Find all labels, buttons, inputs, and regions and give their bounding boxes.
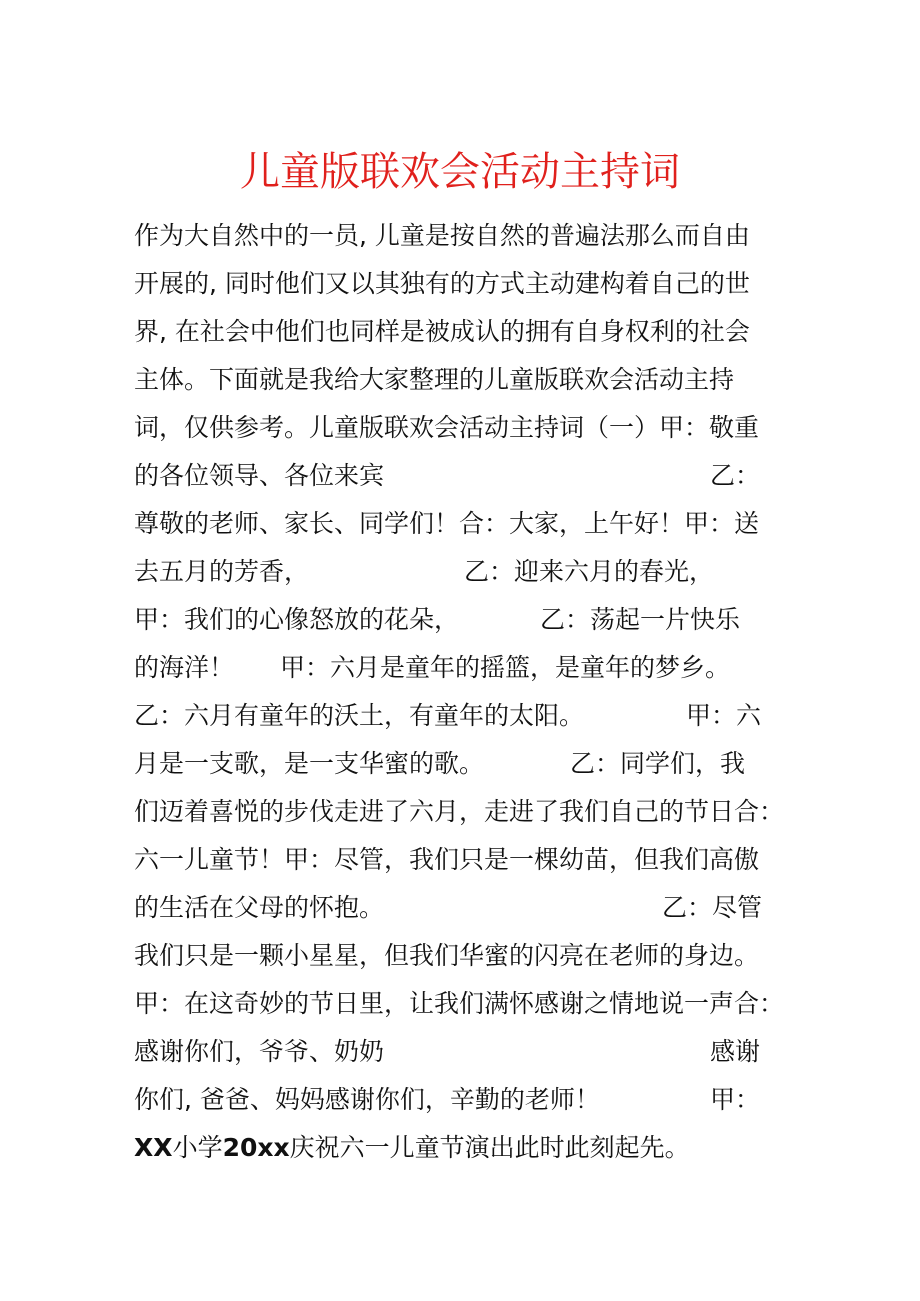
text-line [134,596,814,644]
text-segment: 乙： [710,461,761,490]
text-line [134,692,814,740]
text-segment: 甲：在这奇妙的节日里，让我们满怀感谢之情地说一声合： [134,989,785,1018]
text-line-content [134,1133,690,1162]
text-line [134,404,814,452]
text-segment: 的生活在父母的怀抱。 [134,893,385,922]
text-segment: 词，仅供参考。儿童版联欢会活动主持词（一）甲：敬重 [134,413,760,442]
text-segment: 开展的, 同时他们又以其独有的方式主动建构着自己的世 [134,269,750,298]
text-line [134,500,814,548]
text-line [134,260,814,308]
text-line [134,740,814,788]
text-segment: 我们只是一颗小星星，但我们华蜜的闪亮在老师的身边。 [134,941,760,970]
text-line [134,452,814,500]
text-line [134,788,814,836]
text-segment: 的各位领导、各位来宾 [134,461,385,490]
text-line [134,932,814,980]
text-line [134,1076,814,1124]
text-segment: 甲：六 [686,701,762,730]
text-segment: 六一儿童节！甲：尽管，我们只是一棵幼苗，但我们高傲 [134,845,760,874]
text-segment: 尊敬的老师、家长、同学们！合：大家，上午好！甲：送 [134,509,760,538]
text-line [134,308,814,356]
text-line [134,212,814,260]
text-line [134,884,814,932]
text-segment: XX [134,1133,173,1162]
text-segment: 乙：同学们，我 [570,749,746,778]
text-line [134,836,814,884]
text-segment: 乙：荡起一片快乐 [540,605,741,634]
text-segment: 你们, 爸爸、妈妈感谢你们，辛勤的老师！ [134,1085,600,1114]
text-segment: 界, 在社会中他们也同样是被成认的拥有自身权利的社会 [134,317,750,346]
text-line [134,1028,814,1076]
text-segment: 甲： [710,1085,761,1114]
document-title: 儿童版联欢会活动主持词 [240,149,680,195]
document-body [134,212,814,1172]
text-segment: 们迈着喜悦的步伐走进了六月，走进了我们自己的节日合： [134,797,785,826]
text-segment: 主体。下面就是我给大家整理的儿童版联欢会活动主持 [134,365,735,394]
text-line [134,980,814,1028]
text-segment: 月是一支歌，是一支华蜜的歌。 [134,749,485,778]
text-segment: 20xx [222,1133,290,1162]
text-segment: 感谢你们，爷爷、奶奶 [134,1037,385,1066]
text-segment: 庆祝六一儿童节演出此时此刻起先。 [289,1133,690,1162]
text-line [134,1124,814,1172]
text-line [134,356,814,404]
text-segment: 甲：六月是童年的摇篮，是童年的梦乡。 [280,653,731,682]
text-segment: 乙：迎来六月的春光， [464,557,715,586]
text-line [134,548,814,596]
text-segment: 作为大自然中的一员, 儿童是按自然的普遍法那么而自由 [134,221,750,250]
text-line [134,644,814,692]
text-segment: 乙：六月有童年的沃土，有童年的太阳。 [134,701,585,730]
text-segment: 甲：我们的心像怒放的花朵， [134,605,460,634]
text-segment: 小学 [172,1133,223,1162]
text-segment: 的海洋！ [134,653,235,682]
text-segment: 感谢 [710,1037,761,1066]
text-segment: 去五月的芳香， [134,557,310,586]
text-segment: 乙：尽管 [662,893,763,922]
